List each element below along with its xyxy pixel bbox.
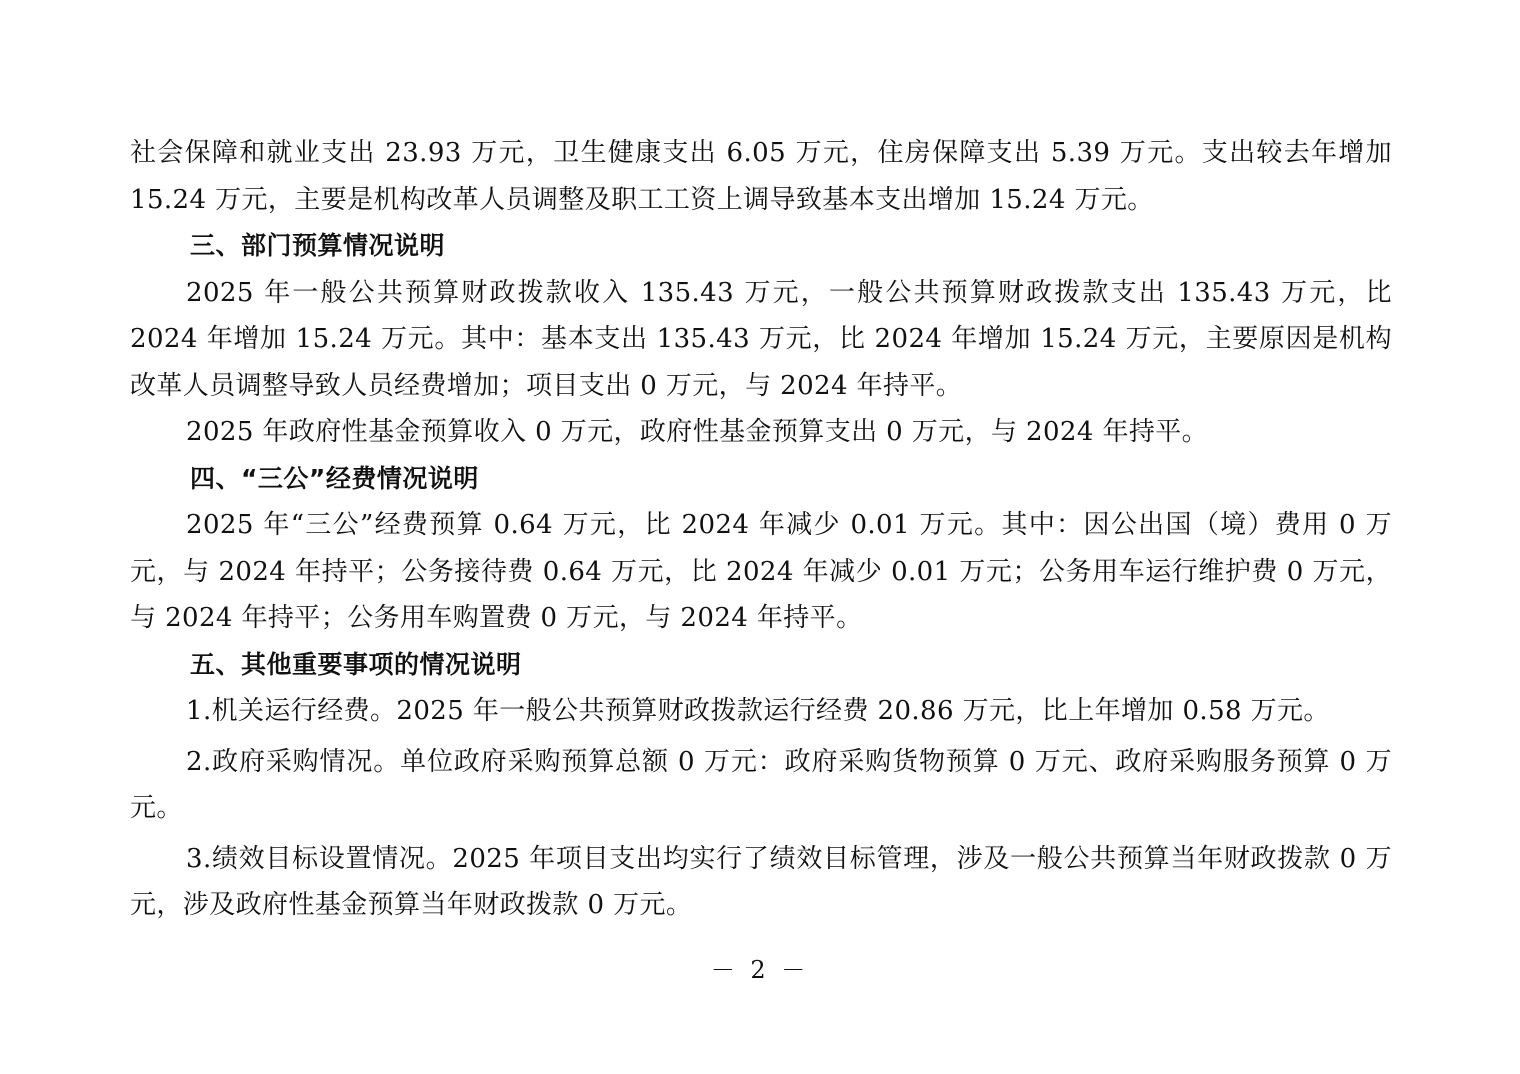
paragraph-three-public-expenses: 2025 年“三公”经费预算 0.64 万元，比 2024 年减少 0.01 万元。其中：因公出国（境）费用 0 万元，与 2024 年持平；公务接待费 0.64 万元，比 2024 年减少 0.01 万元；公务用车运行维护费 0 万元，与 2024 年持平；公务用车购置费 0 万元，与 2024 年持平。	[130, 510, 1392, 633]
paragraph-performance-targets: 3.绩效目标设置情况。2025 年项目支出均实行了绩效目标管理，涉及一般公共预算当年财政拨款 0 万元，涉及政府性基金预算当年财政拨款 0 万元。	[130, 843, 1392, 920]
paragraph-government-procurement: 2.政府采购情况。单位政府采购预算总额 0 万元：政府采购货物预算 0 万元、政府采购服务预算 0 万元。	[130, 746, 1392, 823]
section-heading-three-public-expenses: 四、“三公”经费情况说明	[190, 463, 479, 493]
page-number: － 2 －	[710, 956, 810, 984]
paragraph-operating-expenses: 1.机关运行经费。2025 年一般公共预算财政拨款运行经费 20.86 万元，比上年增加 0.58 万元。	[186, 696, 1330, 726]
section-heading-other-matters: 五、其他重要事项的情况说明	[190, 649, 522, 679]
section-heading-department-budget: 三、部门预算情况说明	[190, 231, 446, 260]
paragraph-expenditure-breakdown: 社会保障和就业支出 23.93 万元，卫生健康支出 6.05 万元，住房保障支出 5.39 万元。支出较去年增加 15.24 万元，主要是机构改革人员调整及职工工资上调导致基本支出增加 15.24 万元。	[130, 138, 1392, 215]
document-body	[130, 130, 1392, 929]
paragraph-government-fund-budget: 2025 年政府性基金预算收入 0 万元，政府性基金预算支出 0 万元，与 2024 年持平。	[186, 417, 1209, 447]
paragraph-general-public-budget: 2025 年一般公共预算财政拨款收入 135.43 万元，一般公共预算财政拨款支出 135.43 万元，比 2024 年增加 15.24 万元。其中：基本支出 135.43 万元，比 2024 年增加 15.24 万元，主要原因是机构改革人员调整导致人员经费增加；项目支出 0 万元，与 2024 年持平。	[130, 277, 1392, 401]
